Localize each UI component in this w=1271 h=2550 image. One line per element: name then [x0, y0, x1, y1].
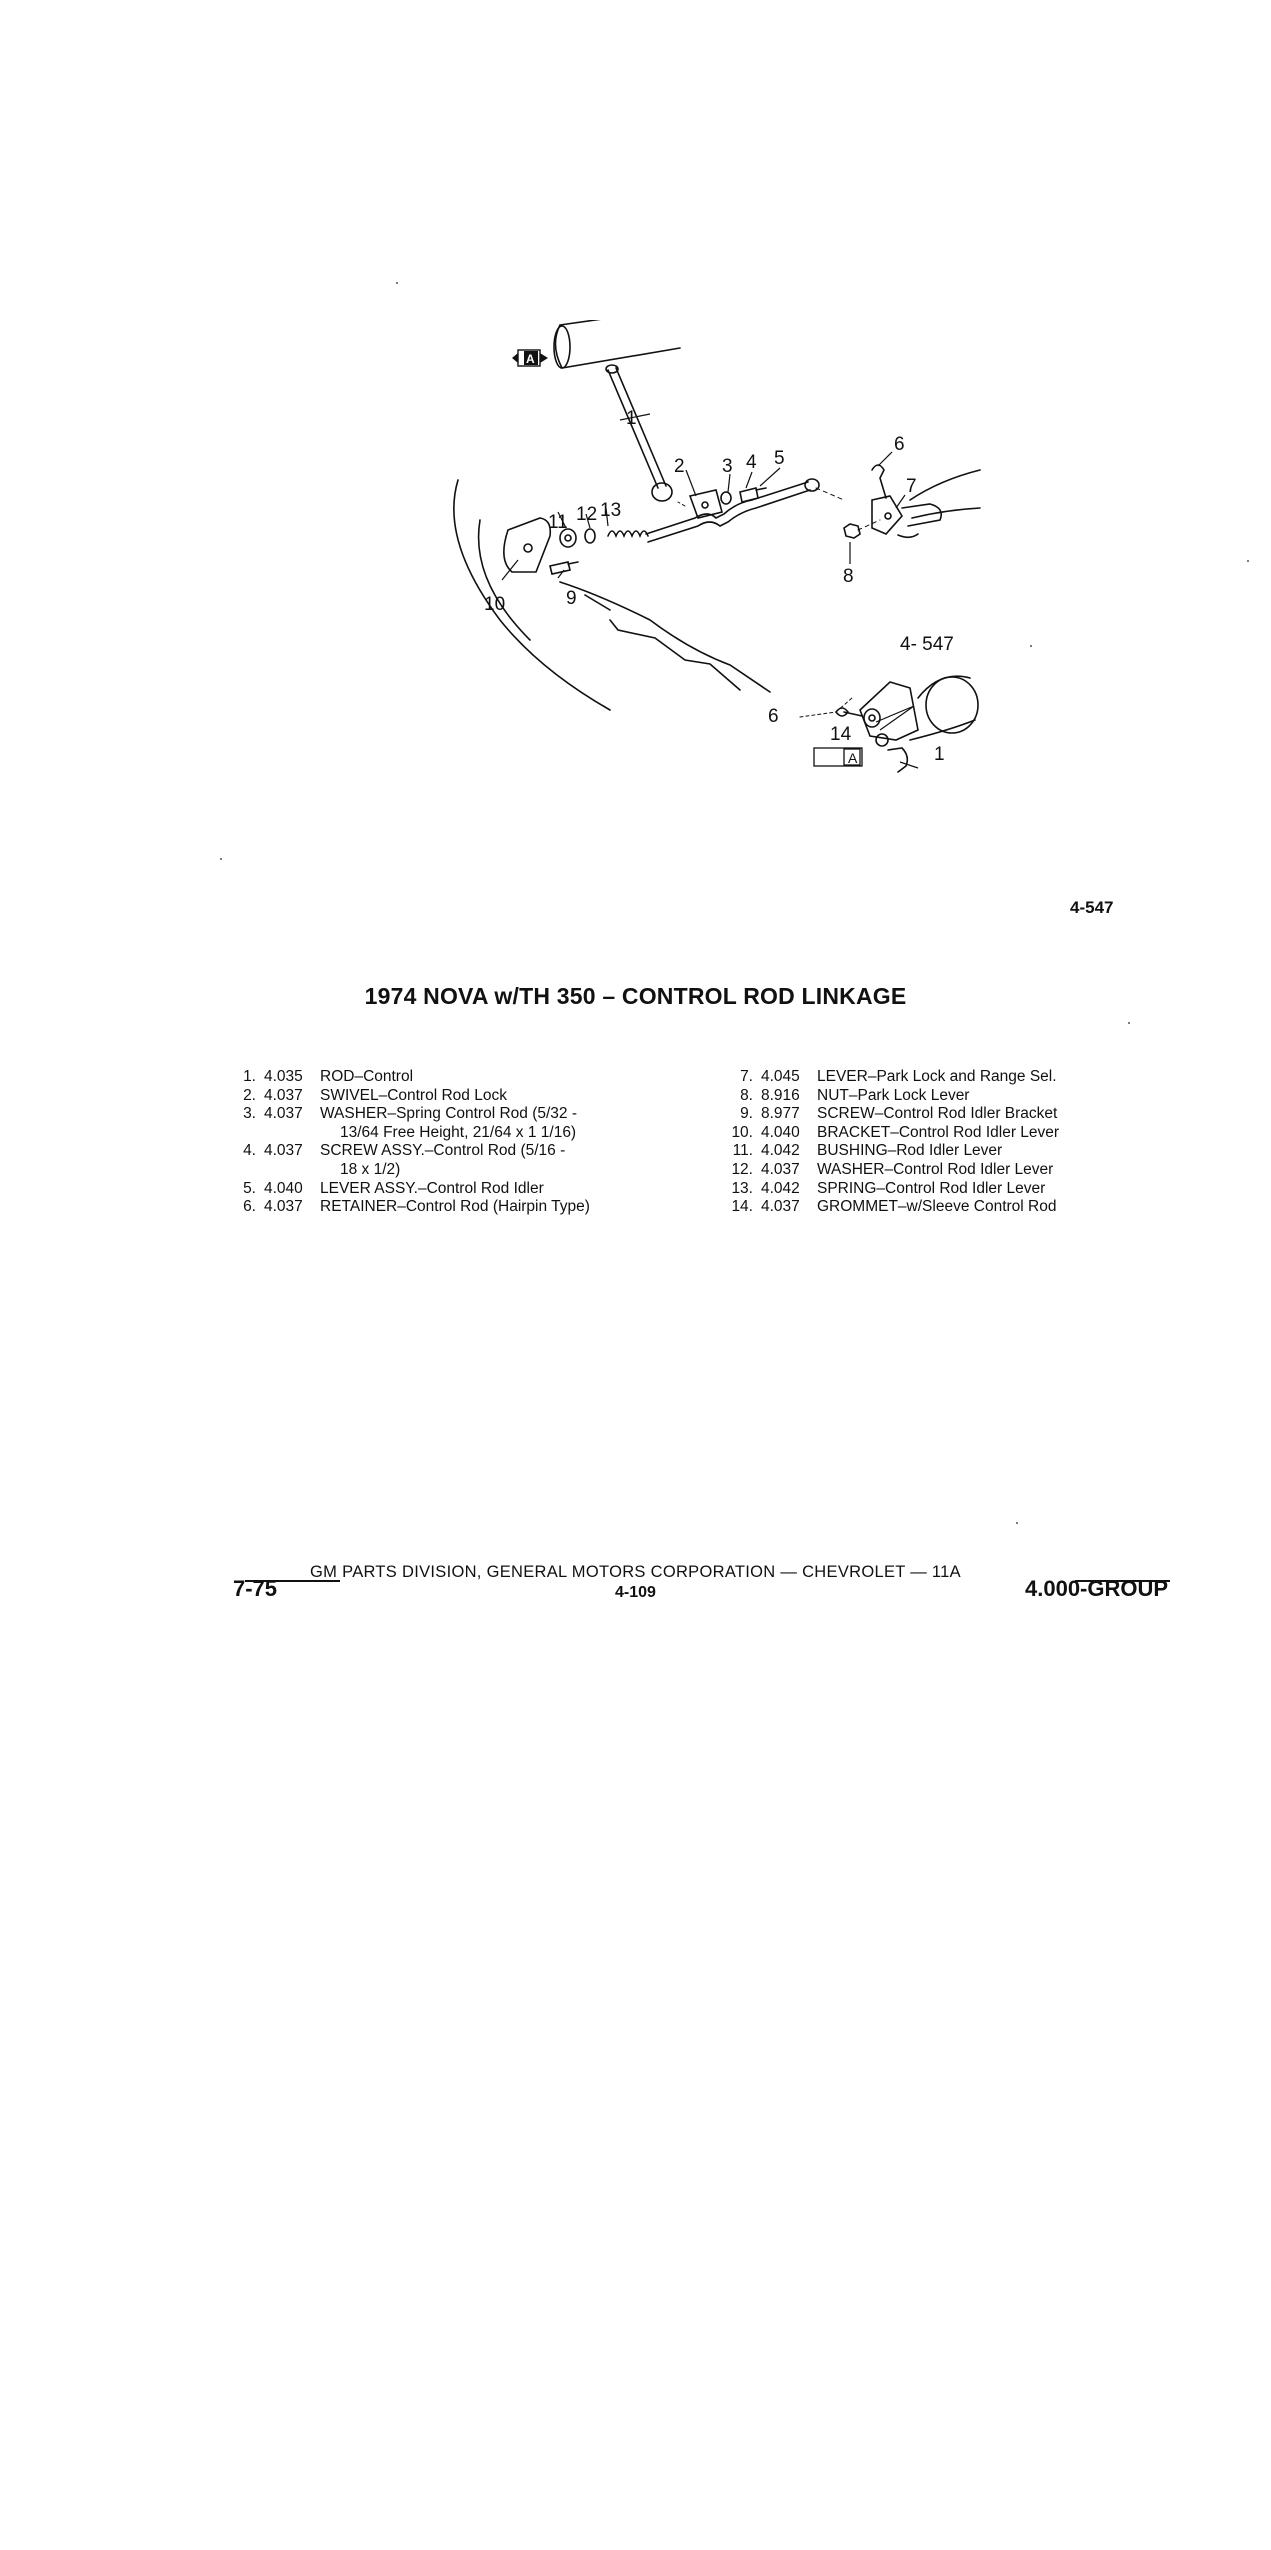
scan-speck: [1247, 560, 1249, 562]
scan-speck: [220, 858, 222, 860]
parts-list-item: [226, 1087, 706, 1106]
group-number: 4.042: [761, 1179, 800, 1197]
steering-column-outline: [555, 320, 680, 368]
part-number: 8.: [740, 1086, 753, 1104]
group-number: 4.037: [264, 1086, 303, 1104]
parts-list-item: [723, 1161, 1203, 1180]
inset-marker-letter: A: [848, 750, 858, 766]
group-number: 8.977: [761, 1105, 800, 1123]
group-number: 4.045: [761, 1068, 800, 1085]
part-number: 13.: [731, 1179, 753, 1197]
callout-3: 3: [722, 456, 733, 477]
part-description: GROMMET–w/Sleeve Control Rod: [817, 1198, 1057, 1216]
callout-7: 7: [906, 476, 917, 497]
callout-6: 6: [894, 434, 905, 455]
group-number: 4.035: [264, 1068, 303, 1085]
part-number: 9.: [740, 1105, 753, 1123]
callout-1: 1: [626, 408, 637, 429]
spring-part-13: [608, 531, 648, 536]
part-description: BUSHING–Rod Idler Lever: [817, 1142, 1003, 1160]
part-description: SPRING–Control Rod Idler Lever: [817, 1179, 1046, 1197]
callout-13: 13: [600, 500, 622, 521]
washer-part-3: [721, 492, 731, 504]
footer-page-number: 4-109: [615, 1584, 656, 1601]
part-description: NUT–Park Lock Lever: [817, 1086, 970, 1104]
parts-list-item: [226, 1198, 706, 1217]
callout-5: 5: [774, 448, 785, 469]
callout-1-inset: 1: [934, 744, 945, 765]
part-number: 4.: [243, 1142, 256, 1160]
parts-list-right: [723, 1068, 1203, 1217]
group-number: 4.040: [264, 1179, 303, 1197]
part-number: 1.: [243, 1068, 256, 1085]
part-number: 5.: [243, 1179, 256, 1197]
group-number: 4.037: [264, 1142, 303, 1160]
callout-14: 14: [830, 724, 852, 745]
group-number: 8.916: [761, 1086, 800, 1104]
callout-11: 11: [548, 512, 568, 533]
page-title: 1974 NOVA w/TH 350 – CONTROL ROD LINKAGE: [364, 983, 907, 1009]
inset-housing: [860, 676, 975, 740]
callout-8: 8: [843, 566, 854, 587]
grommet-part-14: [864, 709, 880, 727]
group-number: 4.042: [761, 1142, 800, 1160]
footer-group: 4.000-GROUP: [1025, 1576, 1169, 1601]
group-number: 4.040: [761, 1123, 800, 1141]
parts-list-item: [226, 1142, 706, 1179]
parts-list-item: [226, 1105, 706, 1142]
footer-publisher: GM PARTS DIVISION, GENERAL MOTORS CORPORATION — CHEVROLET — 11A: [310, 1563, 961, 1581]
washer-part-12: [585, 529, 595, 543]
part-description: SCREW–Control Rod Idler Bracket: [817, 1105, 1058, 1123]
parts-list-left: [226, 1068, 706, 1217]
figure-label: 4- 547: [900, 634, 954, 655]
callout-4: 4: [746, 452, 757, 473]
bracket-part-10: [504, 518, 550, 572]
parts-list-item: [723, 1105, 1203, 1124]
part-number: 6.: [243, 1198, 256, 1216]
screw-part-9: [550, 562, 578, 574]
parts-list-item: [723, 1180, 1203, 1199]
callout-10: 10: [484, 594, 506, 615]
scan-speck: [396, 282, 398, 284]
group-number: 4.037: [761, 1160, 800, 1178]
top-view-marker: [510, 344, 560, 372]
part-description: SCREW ASSY.–Control Rod (5/16 -: [320, 1142, 566, 1160]
callout-9: 9: [566, 588, 577, 609]
callout-2: 2: [674, 456, 685, 477]
footer-date: 7-75: [233, 1576, 278, 1601]
part-description: ROD–Control: [320, 1068, 414, 1085]
nut-part-8: [844, 524, 860, 538]
control-rod-part-1: [608, 368, 666, 488]
parts-list-item: [723, 1198, 1203, 1217]
scan-speck: [1030, 645, 1032, 647]
parts-list-item: [226, 1180, 706, 1199]
part-number: 7.: [740, 1068, 753, 1085]
parts-list-item: [723, 1068, 1203, 1087]
part-description: RETAINER–Control Rod (Hairpin Type): [320, 1198, 590, 1216]
part-description: LEVER ASSY.–Control Rod Idler: [320, 1179, 544, 1197]
scan-speck: [1016, 1522, 1018, 1524]
group-number: 4.037: [761, 1198, 800, 1216]
part-number: 3.: [243, 1105, 256, 1123]
inset-rod-part-1: [888, 748, 907, 772]
part-description-continued: 18 x 1/2): [340, 1160, 401, 1178]
part-description: WASHER–Control Rod Idler Lever: [817, 1160, 1054, 1178]
figure-id: 4-547: [1070, 898, 1114, 917]
part-number: 10.: [731, 1123, 753, 1141]
parts-list-item: [226, 1068, 706, 1087]
parts-list-item: [723, 1087, 1203, 1106]
part-description: LEVER–Park Lock and Range Sel.: [817, 1068, 1057, 1085]
top-marker-letter: A: [526, 352, 535, 366]
parts-list-item: [723, 1142, 1203, 1161]
callout-6-inset: 6: [768, 706, 779, 727]
control-rod-linkage-diagram: [440, 320, 1060, 790]
part-description: WASHER–Spring Control Rod (5/32 -: [320, 1105, 577, 1123]
scan-speck: [1128, 1022, 1130, 1024]
part-description: BRACKET–Control Rod Idler Lever: [817, 1123, 1060, 1141]
group-number: 4.037: [264, 1198, 303, 1216]
part-number: 14.: [731, 1198, 753, 1216]
part-number: 2.: [243, 1086, 256, 1104]
group-number: 4.037: [264, 1105, 303, 1123]
parts-list-item: [723, 1124, 1203, 1143]
part-number: 11.: [732, 1142, 753, 1160]
callout-12: 12: [576, 504, 598, 525]
screw-part-4: [740, 488, 766, 502]
part-number: 12.: [731, 1160, 753, 1178]
park-lock-lever-part-7: [872, 496, 902, 534]
part-description: SWIVEL–Control Rod Lock: [320, 1086, 507, 1104]
part-description-continued: 13/64 Free Height, 21/64 x 1 1/16): [340, 1123, 577, 1141]
